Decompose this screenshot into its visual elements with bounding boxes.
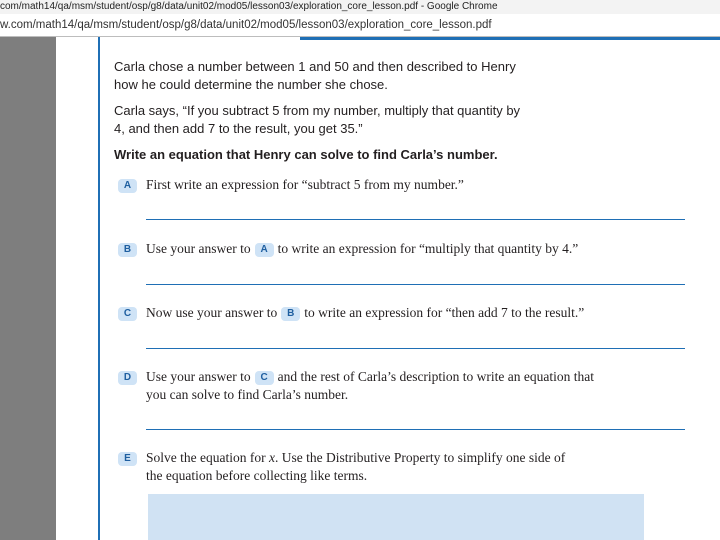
step-e-text-pre: Solve the equation for bbox=[146, 450, 269, 465]
step-d-line-2: you can solve to find Carla’s number. bbox=[146, 387, 349, 402]
task-statement: Write an equation that Henry can solve to find Carla’s number. bbox=[114, 147, 498, 162]
step-c bbox=[118, 304, 584, 322]
answer-box-e[interactable] bbox=[148, 494, 644, 540]
answer-line-c[interactable] bbox=[146, 348, 685, 349]
step-a-badge: A bbox=[118, 179, 137, 193]
viewer-left-margin bbox=[0, 37, 56, 540]
answer-line-d[interactable] bbox=[146, 429, 685, 430]
address-bar[interactable] bbox=[0, 14, 720, 37]
step-b-badge: B bbox=[118, 243, 137, 257]
intro-line-2: how he could determine the number she chose. bbox=[114, 77, 388, 92]
step-e-line-2: the equation before collecting like terms. bbox=[146, 468, 368, 483]
quote-line-2: 4, and then add 7 to the result, you get 35.” bbox=[114, 121, 363, 136]
step-d-badge: D bbox=[118, 371, 137, 385]
step-d bbox=[118, 368, 594, 386]
step-c-text-post: to write an expression for “then add 7 to the result.” bbox=[304, 305, 585, 320]
step-c-ref-badge: B bbox=[281, 307, 300, 321]
step-e-badge: E bbox=[118, 452, 137, 466]
step-e bbox=[118, 449, 565, 467]
step-a-text: First write an expression for “subtract 5 from my number.” bbox=[146, 177, 464, 192]
step-d-text-post: and the rest of Carla’s description to write an equation that bbox=[277, 369, 595, 384]
step-a bbox=[118, 176, 464, 194]
step-d-ref-badge: C bbox=[255, 371, 274, 385]
step-e-variable: x bbox=[268, 450, 275, 465]
step-b-text-post: to write an expression for “multiply that quantity by 4.” bbox=[277, 241, 579, 256]
step-b-text-pre: Use your answer to bbox=[146, 241, 251, 256]
step-b-ref-badge: A bbox=[255, 243, 274, 257]
step-b bbox=[118, 240, 578, 258]
window-title: com/math14/qa/msm/student/osp/g8/data/unit02/mod05/lesson03/exploration_core_lesson.pdf - Google Chrome bbox=[0, 1, 498, 12]
step-c-text-pre: Now use your answer to bbox=[146, 305, 278, 320]
quote-line-1: Carla says, “If you subtract 5 from my number, multiply that quantity by bbox=[114, 103, 521, 118]
step-d-text-pre: Use your answer to bbox=[146, 369, 251, 384]
answer-line-a[interactable] bbox=[146, 219, 685, 220]
browser-title-bar bbox=[0, 0, 720, 15]
address-url[interactable]: w.com/math14/qa/msm/student/osp/g8/data/unit02/mod05/lesson03/exploration_core_lesson.pdf bbox=[0, 19, 492, 31]
step-c-badge: C bbox=[118, 307, 137, 321]
step-e-text-post: . Use the Distributive Property to simplify one side of bbox=[274, 450, 566, 465]
page-vertical-rule bbox=[98, 37, 100, 540]
answer-line-b[interactable] bbox=[146, 284, 685, 285]
page-top-rule bbox=[300, 37, 720, 40]
intro-line-1: Carla chose a number between 1 and 50 and then described to Henry bbox=[114, 59, 516, 74]
